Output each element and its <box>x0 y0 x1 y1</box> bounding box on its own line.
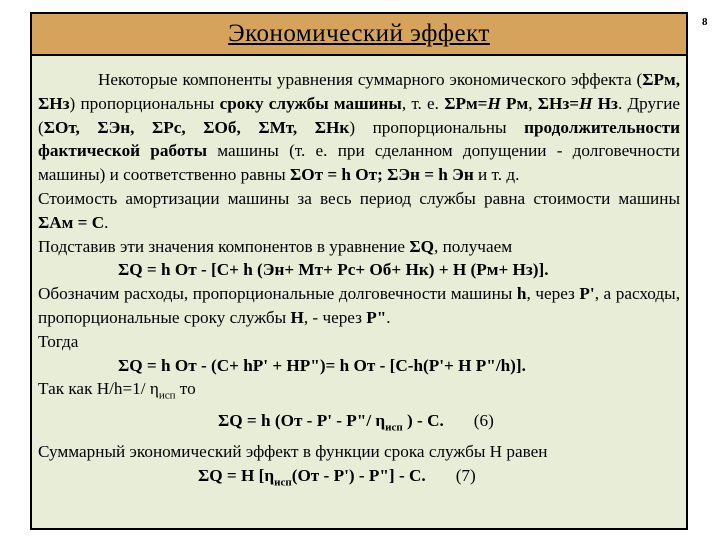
formula-3-a: ΣQ = h (От - Р' - Р"/ η <box>218 410 386 430</box>
formula-4-sub: исп <box>274 476 292 489</box>
title-bar <box>32 14 686 56</box>
p4-text-d: , - через <box>303 307 367 327</box>
p1-emphasis-service-life: сроку службы машины <box>219 93 402 113</box>
p4-h: h <box>516 284 527 304</box>
formula-1: ΣQ = h От - [С+ h (Эн+ Мт+ Рс+ Об+ Нк) + Н (Рм+ Нз)]. <box>118 260 549 280</box>
p1-text-h: и т. д. <box>473 165 520 185</box>
slide-number: 8 <box>702 16 708 28</box>
p6-subscript: исп <box>158 389 176 402</box>
p4-H: Н <box>290 307 304 327</box>
p4-text-a: Обозначим расходы, пропорциональные долговечности машины <box>38 284 517 304</box>
p1-eq-rm: ΣРм= <box>444 93 488 113</box>
paragraph-substitute <box>38 235 680 259</box>
p1-eq-ot-en: ΣОт = h От; ΣЭн = h Эн <box>290 165 474 185</box>
p1-rm: Рм <box>500 93 529 113</box>
paragraph-notation <box>38 282 680 330</box>
p1-sum-rm-nz: ΣРм, ΣНз <box>38 70 680 113</box>
slide-body <box>38 68 680 495</box>
p2-eq-am: ΣАм = С <box>38 212 105 232</box>
p4-text-c: , а расходы, пропорциональные сроку службы <box>38 284 680 327</box>
p1-h-italic-2: Н <box>579 93 593 113</box>
slide-title: Экономический эффект <box>228 20 490 47</box>
p1-nz: Нз <box>592 93 618 113</box>
p3-text-a: Подставив эти значения компонентов в уравнение <box>38 236 410 256</box>
p4-p-prime: Р' <box>579 284 595 304</box>
p1-text-b: ) пропорциональны <box>69 93 220 113</box>
formula-3-sub: исп <box>385 421 403 434</box>
p1-emphasis-work-duration: продолжительности фактической работы <box>38 117 680 161</box>
formula-4 <box>38 464 680 495</box>
paragraph-then: Тогда <box>38 331 79 351</box>
formula-4-a: ΣQ = Н [η <box>198 465 275 485</box>
p1-h-italic-1: Н <box>487 93 501 113</box>
equation-number-7: (7) <box>455 465 476 485</box>
p3-text-b: , получаем <box>433 236 513 256</box>
p2-text-a: Стоимость амортизации машины за весь период службы равна стоимости машины <box>38 188 680 208</box>
p4-text-e: . <box>386 307 391 327</box>
paragraph-components <box>38 68 680 187</box>
p4-text-b: , через <box>526 284 580 304</box>
equation-number-6: (6) <box>473 410 494 430</box>
formula-3 <box>38 409 680 440</box>
p1-eq-nz: ΣНз= <box>537 93 580 113</box>
p1-text-g: машины (т. е. при сделанном допущении - долговечности машины) и соответственно равны <box>38 141 680 185</box>
p1-text-e: . Другие ( <box>38 93 681 137</box>
formula-3-b: ) - С. <box>402 410 444 430</box>
p2-text-b: . <box>104 212 109 232</box>
p1-text-a: Некоторые компоненты уравнения суммарного экономического эффекта ( <box>98 70 643 89</box>
paragraph-amortization <box>38 187 680 235</box>
p1-text-d: , <box>528 93 538 113</box>
formula-2: ΣQ = h От - (С+ hР' + НР")= h От - [С-h(Р'+ Н Р"/h)]. <box>118 355 526 375</box>
p6-text-b: то <box>175 379 196 399</box>
formula-4-b: (От - Р') - Р"] - С. <box>291 465 426 485</box>
p4-p-double-prime: Р" <box>366 307 387 327</box>
p1-sum-others: ΣОт, ΣЭн, ΣРс, ΣОб, ΣМт, ΣНк <box>43 117 350 137</box>
p1-text-c: , т. е. <box>401 93 445 113</box>
paragraph-since <box>38 377 680 408</box>
p3-q: ΣQ <box>409 236 434 256</box>
p6-text-a: Так как Н/h=1/ η <box>38 379 159 399</box>
slide-frame <box>30 12 688 530</box>
p1-text-f: ) пропорциональны <box>349 117 525 137</box>
paragraph-summary: Суммарный экономический эффект в функции срока службы Н равен <box>38 441 548 461</box>
